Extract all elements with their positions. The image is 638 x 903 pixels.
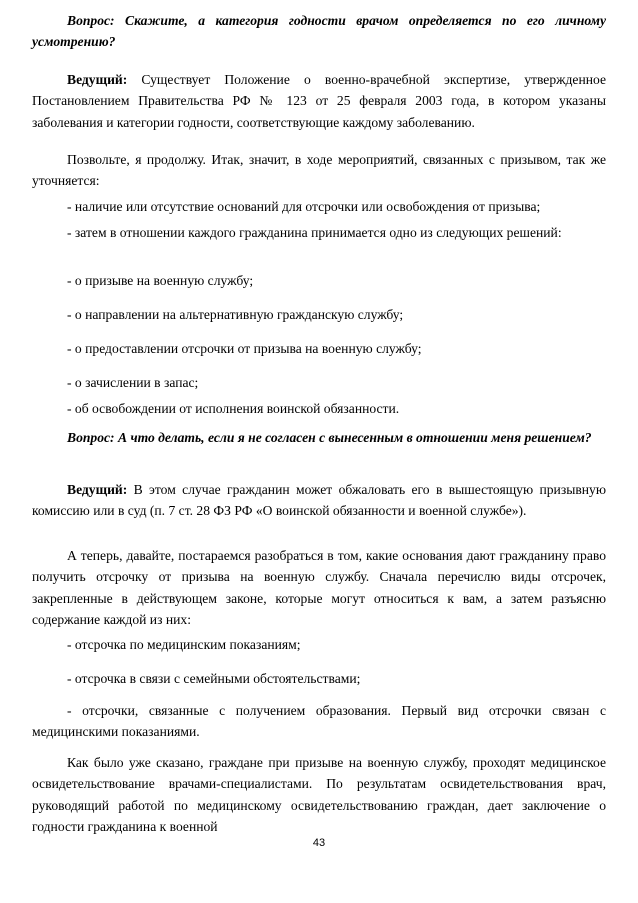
answer-text: Существует Положение о военно-врачебной экспертизе, утвержденное Постановлением Правительства РФ № 123 от 25 февраля 2003 года, в котором указаны заболевания и категории годности, соответствующие каждому заболеванию. [32,72,606,130]
deferral-item: - отсрочка по медицинским показаниям; [67,637,301,652]
deferral-item: - отсрочки, связанные с получением образования. Первый вид отсрочки связан с медицинскими показаниями. [32,703,606,740]
page-number: 43 [312,837,326,849]
speaker-label: Ведущий: [67,72,128,87]
deferral-item: - отсрочка в связи с семейными обстоятельствами; [67,671,361,686]
answer-paragraph-1 [32,69,606,133]
answer-paragraph-2 [32,479,606,522]
question-paragraph-1: Вопрос: Скажите, а категория годности врачом определяется по его личному усмотрению? [32,13,606,50]
list-item-decision: - затем в отношении каждого гражданина принимается одно из следующих решений: [67,225,562,240]
paragraph-medical: Как было уже сказано, граждане при призыве на военную службу, проходят медицинское освидетельствование врачами-специалистами. По результатам освидетельствования врач, руководящий работой по медицинскому освидетельствованию граждан, дает заключение о годности гражданина к военной [32,755,606,835]
decision-item: - о призыве на военную службу; [67,273,254,288]
paragraph-types-intro: А теперь, давайте, постараемся разобраться в том, какие основания дают гражданину право получить отсрочку от призыва на военную службу. Сначала перечислю виды отсрочек, закрепленные в действующем законе, которые могут относиться к вам, а затем разъясню содержание каждой из них: [32,548,606,628]
answer-text: В этом случае гражданин может обжаловать его в вышестоящую призывную комиссию или в суд (п. 7 ст. 28 ФЗ РФ «О воинской обязанности и военной службе»). [32,482,606,519]
question-paragraph-2: Вопрос: А что делать, если я не согласен с вынесенным в отношении меня решением? [67,430,592,445]
paragraph-continue: Позвольте, я продолжу. Итак, значит, в ходе мероприятий, связанных с призывом, так же уточняется: [32,152,606,189]
decision-item: - о направлении на альтернативную гражданскую службу; [67,307,404,322]
decision-item: - о зачислении в запас; [67,375,199,390]
list-item-grounds: - наличие или отсутствие оснований для отсрочки или освобождения от призыва; [67,199,541,214]
decision-item: - о предоставлении отсрочки от призыва на военную службу; [67,341,422,356]
speaker-label: Ведущий: [67,482,128,497]
decision-item: - об освобождении от исполнения воинской обязанности. [67,401,400,416]
